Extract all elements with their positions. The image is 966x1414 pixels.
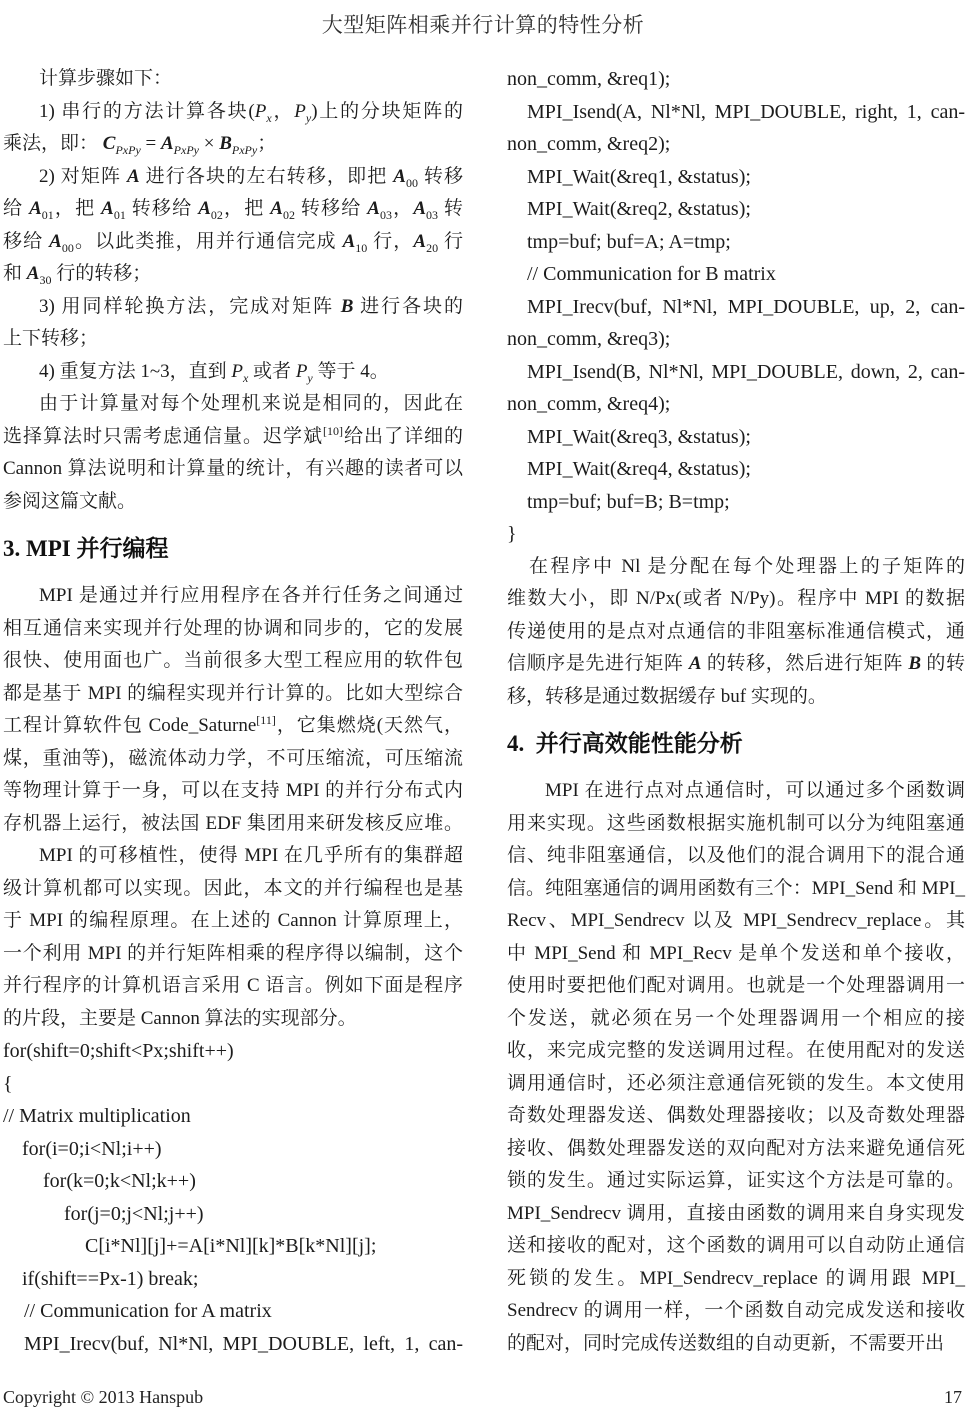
text-line: 2) 对矩阵 A 进行各块的左右转移，即把 $A_{00}$ 转移: [39, 165, 463, 190]
code-line: if(shift==Px-1) break;: [22, 1267, 199, 1290]
text-line: 选择算法时只需考虑通信量。迟学斌[10]给出了详细的: [3, 423, 463, 447]
text-line: 用来实现。这些函数根据实施机制可以分为纯阻塞通: [507, 812, 965, 834]
copyright-text: Copyright © 2013 Hanspub: [3, 1387, 204, 1407]
styled-text: PxPy: [173, 143, 199, 157]
text-line: 的配对，同时完成传送数组的自动更新，不需要开出: [507, 1332, 945, 1354]
code-line: MPI_Irecv(buf, Nl*Nl, MPI_DOUBLE, left, 1, can-: [24, 1332, 463, 1355]
text-line: 由于计算量对每个处理机来说是相同的，因此在: [39, 393, 463, 414]
styled-text: 00: [61, 240, 74, 255]
styled-text: A: [413, 198, 426, 219]
code-line: non_comm, &req4);: [507, 393, 671, 415]
styled-text: P: [295, 360, 308, 382]
text-line: 中 MPI_Send 和 MPI_Recv 是单个发送和单个接收，: [507, 942, 965, 964]
styled-text: B: [219, 133, 232, 154]
styled-text: A: [198, 198, 211, 219]
text-line: 信顺序是先进行矩阵 A 的转移，然后进行矩阵 B 的转: [507, 653, 965, 674]
text-line: 信、纯非阻塞通信，以及他们的混合调用下的混合通: [507, 845, 965, 866]
styled-text: A: [413, 230, 427, 252]
section-heading: 3. MPI 并行编程: [3, 536, 169, 561]
page-footer: [3, 1387, 962, 1408]
styled-text: 10: [355, 240, 368, 255]
text-line: 传递使用的是点对点通信的非阻塞标准通信模式，通: [507, 620, 965, 642]
text-line: 信。纯阻塞通信的调用函数有三个：MPI_Send 和 MPI_: [507, 877, 965, 899]
text-line: MPI 的可移植性，使得 MPI 在几乎所有的集群超: [39, 845, 463, 866]
styled-text: 00: [405, 175, 418, 190]
styled-text: A: [127, 165, 140, 187]
text-line: 工程计算软件包 Code_Saturne[11]，它集燃烧(天然气，: [3, 713, 463, 736]
text-line: 1) 串行的方法计算各块($P_x$，$P_y$)上的分块矩阵的: [39, 100, 463, 125]
styled-text: 30: [39, 273, 52, 287]
text-line: 计算步骤如下：: [39, 68, 173, 89]
code-line: }: [507, 523, 517, 545]
page-number: 17: [944, 1387, 962, 1407]
styled-text: 02: [282, 208, 295, 222]
styled-text: A: [688, 653, 702, 674]
text-line: 级计算机都可以实现。因此，本文的并行编程也是基: [3, 877, 463, 899]
text-line: 在程序中 Nl 是分配在每个处理器上的子矩阵的: [529, 555, 965, 577]
page-title: 大型矩阵相乘并行计算的特性分析: [321, 13, 645, 37]
code-line: non_comm, &req2);: [507, 133, 671, 155]
text-line: 调用通信时，还必须注意通信死锁的发生。本文使用: [507, 1072, 965, 1094]
styled-text: 02: [210, 208, 223, 222]
styled-text: x: [266, 110, 272, 125]
text-line: 移给 $A_{00}$。以此类推，用并行通信完成 $A_{10}$ 行，$A_{20}$ 行: [3, 230, 463, 255]
text-line: 使用时要把他们配对调用。也就是一个处理器调用一: [507, 975, 965, 996]
text-line: 存机器上运行，被法国 EDF 集团用来研发核反应堆。: [3, 812, 463, 834]
styled-text: P: [231, 360, 243, 382]
text-line: 等物理计算于一身，可以在支持 MPI 的并行分布式内: [3, 780, 463, 801]
right-column: [507, 63, 965, 1360]
code-line: MPI_Irecv(buf, Nl*Nl, MPI_DOUBLE, up, 2, can-: [527, 295, 965, 318]
text-line: 参阅这篇文献。: [3, 490, 137, 512]
code-line: MPI_Wait(&req3, &status);: [527, 425, 751, 448]
code-line: for(k=0;k<Nl;k++): [43, 1170, 196, 1192]
styled-text: y: [307, 370, 313, 385]
text-line: Cannon 算法说明和计算量的统计，有兴趣的读者可以: [3, 458, 463, 479]
text-line: 维数大小，即 N/Px(或者 N/Py)。程序中 MPI 的数据: [507, 588, 965, 609]
text-line: 乘法，即： $C_{PxPy} = A_{PxPy} \times B_{PxPy}$；: [3, 133, 277, 157]
text-line: 3) 用同样轮换方法，完成对矩阵 B 进行各块的: [39, 295, 463, 317]
styled-text: y: [305, 110, 312, 125]
text-line: Recv、MPI_Sendrecv 以及 MPI_Sendrecv_replace。其: [507, 910, 965, 931]
code-line: // Communication for B matrix: [527, 263, 776, 285]
code-line: // Communication for A matrix: [24, 1300, 272, 1322]
styled-text: A: [29, 198, 42, 219]
text-line: 死锁的发生。MPI_Sendrecv_replace 的调用跟 MPI_: [507, 1267, 965, 1289]
text-line: 上下转移；: [3, 328, 99, 349]
styled-text: PxPy: [115, 143, 141, 157]
text-line: MPI 在进行点对点通信时，可以通过多个函数调: [545, 780, 965, 801]
text-line: 接收、偶数处理器发送的双向配对方法来避免通信死: [507, 1137, 965, 1159]
text-line: 给 $A_{01}$，把 $A_{01}$ 转移给 $A_{02}$，把 $A_{02}$ 转移给 $A_{03}$，$A_{03}$ 转: [3, 198, 463, 222]
styled-text: A: [101, 198, 114, 219]
text-line: 都是基于 MPI 的编程实现并行计算的。比如大型综合: [3, 682, 463, 704]
code-line: MPI_Wait(&req1, &status);: [527, 165, 751, 188]
text-line: 锁的发生。通过实际运算，证实这个方法是可靠的。: [507, 1170, 965, 1191]
styled-text: 03: [426, 208, 438, 222]
text-line: 4) 重复方法 1~3，直到 $P_x$ 或者 $P_y$ 等于 4。: [39, 360, 389, 385]
styled-text: x: [242, 370, 249, 385]
code-line: for(j=0;j<Nl;j++): [64, 1202, 204, 1225]
text-line: 收，来完成完整的发送调用过程。在使用配对的发送: [507, 1040, 965, 1061]
code-line: tmp=buf; buf=A; A=tmp;: [527, 230, 731, 253]
code-line: non_comm, &req3);: [507, 328, 671, 350]
text-line: 个发送，就必须在另一个处理器调用一个相应的接: [507, 1007, 965, 1029]
text-line: 奇数处理器发送、偶数处理器接收；以及奇数处理器: [507, 1105, 965, 1126]
text-line: 相互通信来实现并行处理的协调和同步的，它的发展: [3, 617, 463, 639]
styled-text: P: [294, 100, 306, 122]
text-line: MPI_Sendrecv 调用，直接由函数的调用来自身实现发: [507, 1202, 965, 1224]
text-line: 的片段，主要是 Cannon 算法的实现部分。: [3, 1007, 357, 1029]
text-line: Sendrecv 的调用一样，一个函数自动完成发送和接收: [507, 1300, 965, 1321]
text-line: 很快、使用面也广。当前很多大型工程应用的软件包: [3, 650, 463, 671]
styled-text: A: [342, 230, 356, 252]
styled-text: A: [26, 263, 40, 284]
code-line: C[i*Nl][j]+=A[i*Nl][k]*B[k*Nl][j];: [85, 1235, 377, 1257]
code-line: // Matrix multiplication: [3, 1105, 191, 1127]
styled-text: A: [49, 230, 62, 252]
code-line: MPI_Isend(B, Nl*Nl, MPI_DOUBLE, down, 2, can-: [527, 360, 965, 383]
text-line: 并行程序的计算机语言采用 C 语言。例如下面是程序: [3, 975, 463, 996]
left-column: [3, 63, 463, 1360]
text-line: 于 MPI 的编程原理。在上述的 Cannon 计算原理上，: [3, 910, 463, 931]
styled-text: B: [908, 653, 921, 674]
code-line: {: [3, 1072, 13, 1095]
styled-text: A: [160, 133, 174, 154]
code-line: MPI_Wait(&req2, &status);: [527, 198, 751, 220]
reference-superscript: [10]: [322, 423, 343, 438]
styled-text: 01: [41, 208, 54, 222]
text-line: 和 $A_{30}$ 行的转移；: [3, 263, 152, 287]
code-line: MPI_Isend(A, Nl*Nl, MPI_DOUBLE, right, 1, can-: [527, 100, 965, 123]
styled-text: A: [367, 198, 380, 219]
styled-text: B: [340, 295, 354, 317]
text-line: 一个利用 MPI 的并行矩阵相乘的程序得以编制，这个: [3, 942, 463, 964]
code-line: MPI_Wait(&req4, &status);: [527, 458, 751, 480]
text-line: 送和接收的配对，这个函数的调用可以自动防止通信: [507, 1235, 965, 1256]
styled-text: C: [102, 133, 116, 154]
styled-text: 03: [379, 208, 392, 222]
code-line: tmp=buf; buf=B; B=tmp;: [527, 490, 730, 513]
text-line: 移，转移是通过数据缓存 buf 实现的。: [507, 685, 827, 707]
two-column-text-area: [3, 63, 965, 1360]
section-heading: 4. 并行高效能性能分析: [507, 731, 743, 756]
styled-text: PxPy: [231, 143, 258, 157]
code-line: for(i=0;i<Nl;i++): [22, 1137, 162, 1160]
code-line: for(shift=0;shift<Px;shift++): [3, 1040, 234, 1062]
text-line: 煤，重油等)，磁流体动力学，不可压缩流，可压缩流: [3, 747, 463, 769]
reference-superscript: [11]: [256, 713, 276, 727]
styled-text: P: [254, 100, 267, 122]
styled-text: A: [393, 165, 406, 187]
code-line: non_comm, &req1);: [507, 68, 671, 90]
styled-text: 01: [113, 208, 126, 222]
styled-text: A: [270, 198, 283, 219]
styled-text: 20: [426, 240, 439, 255]
text-line: MPI 是通过并行应用程序在各并行任务之间通过: [39, 585, 463, 606]
